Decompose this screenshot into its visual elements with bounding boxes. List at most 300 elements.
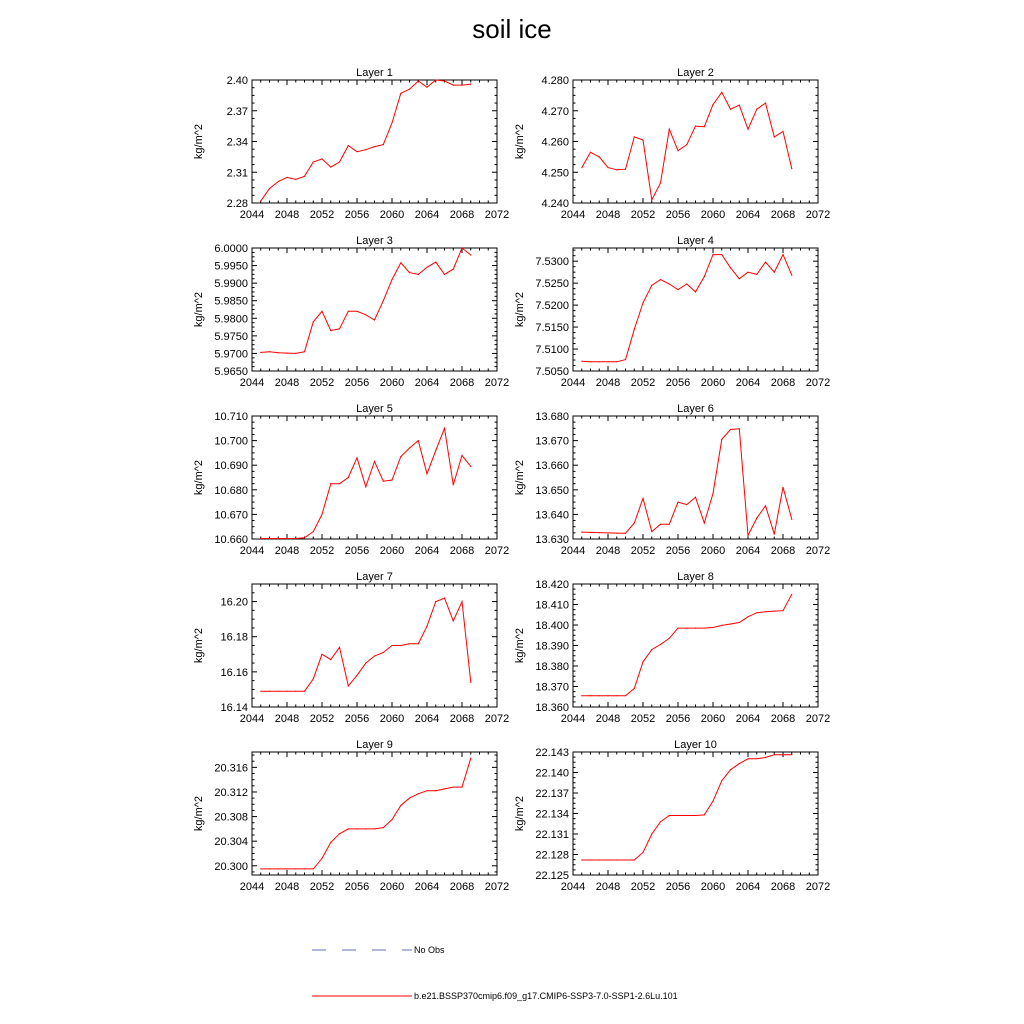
data-point xyxy=(756,274,757,275)
data-point xyxy=(739,763,740,764)
y-tick-label: 2.34 xyxy=(226,136,248,149)
data-point xyxy=(616,533,617,534)
data-point xyxy=(625,533,626,534)
x-tick-label: 2068 xyxy=(770,713,796,725)
data-point xyxy=(791,168,792,169)
data-point xyxy=(435,601,436,602)
y-tick-label: 7.5200 xyxy=(535,300,569,313)
data-point xyxy=(400,93,401,94)
data-point xyxy=(704,814,705,815)
plot-frame xyxy=(573,248,818,371)
panel-title: Layer 10 xyxy=(674,739,717,751)
data-point xyxy=(669,283,670,284)
data-point xyxy=(356,828,357,829)
x-tick-label: 2072 xyxy=(805,545,831,557)
data-point xyxy=(747,616,748,617)
data-point xyxy=(651,531,652,532)
data-point xyxy=(686,628,687,629)
data-point xyxy=(356,311,357,312)
data-point xyxy=(313,161,314,162)
data-point xyxy=(747,535,748,536)
chart-panel-4 xyxy=(514,235,830,389)
data-point xyxy=(426,473,427,474)
panel-title: Layer 9 xyxy=(356,739,393,751)
y-tick-label: 5.9700 xyxy=(214,348,248,361)
x-tick-label: 2060 xyxy=(700,545,726,557)
series-line xyxy=(261,80,471,201)
data-point xyxy=(348,311,349,312)
x-tick-label: 2060 xyxy=(700,377,726,389)
data-point xyxy=(470,758,471,759)
data-point xyxy=(704,628,705,629)
data-point xyxy=(782,254,783,255)
data-point xyxy=(712,104,713,105)
data-point xyxy=(704,276,705,277)
y-tick-label: 10.700 xyxy=(214,435,248,448)
data-point xyxy=(704,126,705,127)
data-point xyxy=(616,695,617,696)
x-tick-label: 2044 xyxy=(239,209,265,221)
data-point xyxy=(660,821,661,822)
y-tick-label: 20.300 xyxy=(214,860,248,873)
data-point xyxy=(348,145,349,146)
x-tick-label: 2056 xyxy=(344,881,370,893)
data-point xyxy=(712,627,713,628)
x-tick-label: 2068 xyxy=(770,209,796,221)
data-point xyxy=(295,179,296,180)
data-point xyxy=(444,274,445,275)
x-tick-label: 2060 xyxy=(379,713,405,725)
plot-frame xyxy=(252,584,497,707)
x-tick-label: 2048 xyxy=(595,209,621,221)
y-tick-label: 13.660 xyxy=(535,460,569,473)
data-point xyxy=(269,188,270,189)
data-point xyxy=(444,428,445,429)
data-point xyxy=(269,868,270,869)
x-tick-label: 2064 xyxy=(735,209,761,221)
data-point xyxy=(453,484,454,485)
data-point xyxy=(269,538,270,539)
data-point xyxy=(695,815,696,816)
data-point xyxy=(418,793,419,794)
data-point xyxy=(625,695,626,696)
data-point xyxy=(418,274,419,275)
data-point xyxy=(461,247,462,248)
data-point xyxy=(330,483,331,484)
data-point xyxy=(470,254,471,255)
y-axis-label: kg/m^2 xyxy=(514,627,526,664)
x-tick-label: 2072 xyxy=(484,713,510,725)
y-tick-label: 22.137 xyxy=(535,788,569,800)
data-point xyxy=(400,645,401,646)
data-point xyxy=(313,321,314,322)
data-point xyxy=(739,105,740,106)
data-point xyxy=(660,524,661,525)
y-tick-label: 13.670 xyxy=(535,435,569,448)
data-point xyxy=(704,522,705,523)
data-point xyxy=(677,628,678,629)
data-point xyxy=(765,262,766,263)
data-point xyxy=(686,815,687,816)
data-point xyxy=(278,352,279,353)
data-point xyxy=(278,868,279,869)
y-tick-label: 4.250 xyxy=(541,167,569,180)
x-tick-label: 2044 xyxy=(560,545,586,557)
series-line xyxy=(261,248,471,353)
y-tick-label: 7.5050 xyxy=(535,366,569,378)
data-point xyxy=(313,678,314,679)
data-point xyxy=(435,262,436,263)
data-point xyxy=(730,429,731,430)
data-point xyxy=(348,685,349,686)
y-tick-label: 5.9900 xyxy=(214,278,248,291)
panel-title: Layer 7 xyxy=(356,571,393,583)
x-tick-label: 2044 xyxy=(560,881,586,893)
data-point xyxy=(747,272,748,273)
data-point xyxy=(295,538,296,539)
data-point xyxy=(304,176,305,177)
x-tick-label: 2072 xyxy=(484,545,510,557)
y-tick-label: 13.650 xyxy=(535,484,569,497)
data-point xyxy=(295,868,296,869)
y-tick-label: 7.5300 xyxy=(535,256,569,269)
x-tick-label: 2048 xyxy=(595,713,621,725)
y-tick-label: 13.630 xyxy=(535,534,569,546)
data-point xyxy=(686,283,687,284)
data-point xyxy=(461,85,462,86)
data-point xyxy=(642,661,643,662)
x-tick-label: 2064 xyxy=(735,881,761,893)
y-axis-label: kg/m^2 xyxy=(193,459,205,496)
data-point xyxy=(774,611,775,612)
data-point xyxy=(730,267,731,268)
data-point xyxy=(286,691,287,692)
x-tick-label: 2068 xyxy=(770,545,796,557)
data-point xyxy=(669,815,670,816)
data-point xyxy=(581,859,582,860)
y-tick-label: 22.131 xyxy=(535,829,569,841)
data-point xyxy=(453,269,454,270)
data-point xyxy=(756,758,757,759)
data-point xyxy=(313,868,314,869)
data-point xyxy=(651,285,652,286)
chart-panel-2 xyxy=(514,67,830,221)
data-point xyxy=(435,790,436,791)
data-point xyxy=(756,518,757,519)
x-tick-label: 2052 xyxy=(630,713,656,725)
y-tick-label: 10.710 xyxy=(214,411,248,423)
x-tick-label: 2072 xyxy=(484,881,510,893)
data-point xyxy=(313,531,314,532)
x-tick-label: 2068 xyxy=(449,209,475,221)
data-point xyxy=(730,109,731,110)
x-tick-label: 2048 xyxy=(595,545,621,557)
data-point xyxy=(400,805,401,806)
x-tick-label: 2044 xyxy=(239,881,265,893)
data-point xyxy=(409,89,410,90)
data-point xyxy=(400,262,401,263)
data-point xyxy=(278,181,279,182)
x-tick-label: 2048 xyxy=(595,377,621,389)
y-tick-label: 10.690 xyxy=(214,460,248,473)
x-tick-label: 2064 xyxy=(414,881,440,893)
data-point xyxy=(756,109,757,110)
y-tick-label: 2.40 xyxy=(226,75,248,87)
y-tick-label: 18.410 xyxy=(535,599,569,612)
panel-title: Layer 3 xyxy=(356,235,393,247)
chart-panel-5 xyxy=(193,403,509,557)
data-point xyxy=(651,199,652,200)
data-point xyxy=(391,819,392,820)
x-tick-label: 2052 xyxy=(630,377,656,389)
data-point xyxy=(721,780,722,781)
x-tick-label: 2044 xyxy=(239,713,265,725)
y-tick-label: 2.28 xyxy=(226,198,248,210)
data-point xyxy=(782,487,783,488)
data-point xyxy=(730,623,731,624)
y-tick-label: 22.143 xyxy=(535,747,569,759)
data-point xyxy=(295,691,296,692)
y-tick-label: 18.360 xyxy=(535,702,569,714)
y-tick-label: 7.5250 xyxy=(535,278,569,291)
x-tick-label: 2064 xyxy=(414,209,440,221)
data-point xyxy=(426,87,427,88)
y-tick-label: 22.125 xyxy=(535,870,569,882)
y-tick-label: 20.308 xyxy=(214,811,248,824)
data-point xyxy=(686,504,687,505)
data-point xyxy=(374,828,375,829)
x-tick-label: 2048 xyxy=(595,881,621,893)
data-point xyxy=(339,833,340,834)
data-point xyxy=(374,655,375,656)
data-point xyxy=(304,537,305,538)
x-tick-label: 2064 xyxy=(414,713,440,725)
plot-frame xyxy=(573,584,818,707)
data-point xyxy=(348,828,349,829)
data-point xyxy=(660,182,661,183)
data-point xyxy=(721,254,722,255)
x-tick-label: 2048 xyxy=(274,545,300,557)
x-tick-label: 2060 xyxy=(379,377,405,389)
data-point xyxy=(651,833,652,834)
chart-panel-6 xyxy=(514,403,830,557)
series-line xyxy=(582,594,792,695)
data-point xyxy=(286,868,287,869)
x-tick-label: 2060 xyxy=(379,545,405,557)
data-point xyxy=(616,169,617,170)
x-tick-label: 2056 xyxy=(665,377,691,389)
series-line xyxy=(261,758,471,869)
data-point xyxy=(625,169,626,170)
panel-title: Layer 5 xyxy=(356,403,393,415)
data-point xyxy=(607,361,608,362)
data-point xyxy=(756,612,757,613)
plot-frame xyxy=(252,416,497,539)
data-point xyxy=(782,754,783,755)
data-point xyxy=(339,483,340,484)
data-point xyxy=(739,278,740,279)
data-point xyxy=(607,167,608,168)
data-point xyxy=(470,466,471,467)
x-tick-label: 2056 xyxy=(344,713,370,725)
chart-panel-7 xyxy=(193,571,509,725)
x-tick-label: 2060 xyxy=(379,881,405,893)
chart-panel-1 xyxy=(193,67,509,221)
data-point xyxy=(365,828,366,829)
data-point xyxy=(634,329,635,330)
data-point xyxy=(634,859,635,860)
x-tick-label: 2060 xyxy=(379,209,405,221)
data-point xyxy=(791,754,792,755)
data-point xyxy=(625,859,626,860)
data-point xyxy=(321,514,322,515)
y-tick-label: 18.370 xyxy=(535,681,569,694)
data-point xyxy=(409,798,410,799)
y-tick-label: 20.316 xyxy=(214,762,248,775)
x-tick-label: 2064 xyxy=(735,545,761,557)
data-point xyxy=(774,272,775,273)
data-point xyxy=(409,643,410,644)
data-point xyxy=(765,505,766,506)
data-point xyxy=(581,361,582,362)
data-point xyxy=(330,842,331,843)
x-tick-label: 2068 xyxy=(449,881,475,893)
data-point xyxy=(278,538,279,539)
data-point xyxy=(383,144,384,145)
y-tick-label: 22.134 xyxy=(535,808,569,821)
y-tick-label: 18.420 xyxy=(535,579,569,591)
x-tick-label: 2072 xyxy=(805,377,831,389)
x-tick-label: 2056 xyxy=(665,545,691,557)
y-tick-label: 16.16 xyxy=(220,666,248,679)
y-tick-label: 18.380 xyxy=(535,661,569,673)
data-point xyxy=(642,498,643,499)
x-tick-label: 2064 xyxy=(735,713,761,725)
data-point xyxy=(278,691,279,692)
data-point xyxy=(616,859,617,860)
y-tick-label: 5.9800 xyxy=(214,313,248,326)
y-tick-label: 6.0000 xyxy=(214,243,248,255)
data-point xyxy=(356,675,357,676)
y-axis-label: kg/m^2 xyxy=(514,795,526,832)
data-point xyxy=(418,80,419,81)
data-point xyxy=(642,139,643,140)
data-point xyxy=(418,440,419,441)
data-point xyxy=(590,361,591,362)
data-point xyxy=(383,300,384,301)
panel-title: Layer 4 xyxy=(677,235,714,247)
data-point xyxy=(330,167,331,168)
x-tick-label: 2056 xyxy=(344,209,370,221)
x-tick-label: 2044 xyxy=(560,377,586,389)
x-tick-label: 2052 xyxy=(630,881,656,893)
data-point xyxy=(634,688,635,689)
data-point xyxy=(695,628,696,629)
data-point xyxy=(677,815,678,816)
y-tick-label: 13.640 xyxy=(535,509,569,522)
data-point xyxy=(747,758,748,759)
data-point xyxy=(791,519,792,520)
x-tick-label: 2052 xyxy=(309,377,335,389)
x-tick-label: 2072 xyxy=(484,377,510,389)
x-tick-label: 2068 xyxy=(770,881,796,893)
series-line xyxy=(582,255,792,362)
data-point xyxy=(765,103,766,104)
y-tick-label: 5.9950 xyxy=(214,260,248,273)
data-point xyxy=(269,351,270,352)
x-tick-label: 2072 xyxy=(484,209,510,221)
x-tick-label: 2052 xyxy=(630,545,656,557)
plot-frame xyxy=(252,80,497,203)
data-point xyxy=(339,328,340,329)
data-point xyxy=(791,275,792,276)
data-point xyxy=(739,622,740,623)
x-tick-label: 2052 xyxy=(309,545,335,557)
y-tick-label: 20.304 xyxy=(214,836,248,849)
x-tick-label: 2052 xyxy=(309,881,335,893)
data-point xyxy=(581,532,582,533)
data-point xyxy=(695,126,696,127)
data-point xyxy=(642,852,643,853)
y-tick-label: 16.20 xyxy=(220,596,248,609)
data-point xyxy=(374,461,375,462)
y-axis-label: kg/m^2 xyxy=(193,627,205,664)
y-tick-label: 4.240 xyxy=(541,198,569,210)
data-point xyxy=(260,691,261,692)
chart-panel-3 xyxy=(193,235,509,389)
data-point xyxy=(765,757,766,758)
data-point xyxy=(625,359,626,360)
data-point xyxy=(330,330,331,331)
data-point xyxy=(634,136,635,137)
y-tick-label: 16.18 xyxy=(220,631,248,644)
data-point xyxy=(599,361,600,362)
data-point xyxy=(286,177,287,178)
plot-frame xyxy=(573,80,818,203)
y-tick-label: 5.9650 xyxy=(214,366,248,378)
y-axis-label: kg/m^2 xyxy=(514,459,526,496)
data-point xyxy=(435,79,436,80)
data-point xyxy=(712,493,713,494)
panel-title: Layer 2 xyxy=(677,67,714,79)
x-tick-label: 2060 xyxy=(700,881,726,893)
data-point xyxy=(365,486,366,487)
data-point xyxy=(607,532,608,533)
data-point xyxy=(581,167,582,168)
y-tick-label: 13.680 xyxy=(535,411,569,423)
data-point xyxy=(295,353,296,354)
main-title: soil ice xyxy=(472,14,552,44)
series-line xyxy=(261,598,471,691)
data-point xyxy=(660,644,661,645)
x-tick-label: 2048 xyxy=(274,377,300,389)
y-axis-label: kg/m^2 xyxy=(193,123,205,160)
data-point xyxy=(599,859,600,860)
x-tick-label: 2048 xyxy=(274,881,300,893)
x-tick-label: 2060 xyxy=(700,209,726,221)
data-point xyxy=(677,150,678,151)
x-tick-label: 2056 xyxy=(344,545,370,557)
y-tick-label: 4.260 xyxy=(541,136,569,149)
data-point xyxy=(581,695,582,696)
data-point xyxy=(599,695,600,696)
data-point xyxy=(321,654,322,655)
data-point xyxy=(730,769,731,770)
data-point xyxy=(695,497,696,498)
data-point xyxy=(607,695,608,696)
x-tick-label: 2052 xyxy=(630,209,656,221)
data-point xyxy=(365,663,366,664)
